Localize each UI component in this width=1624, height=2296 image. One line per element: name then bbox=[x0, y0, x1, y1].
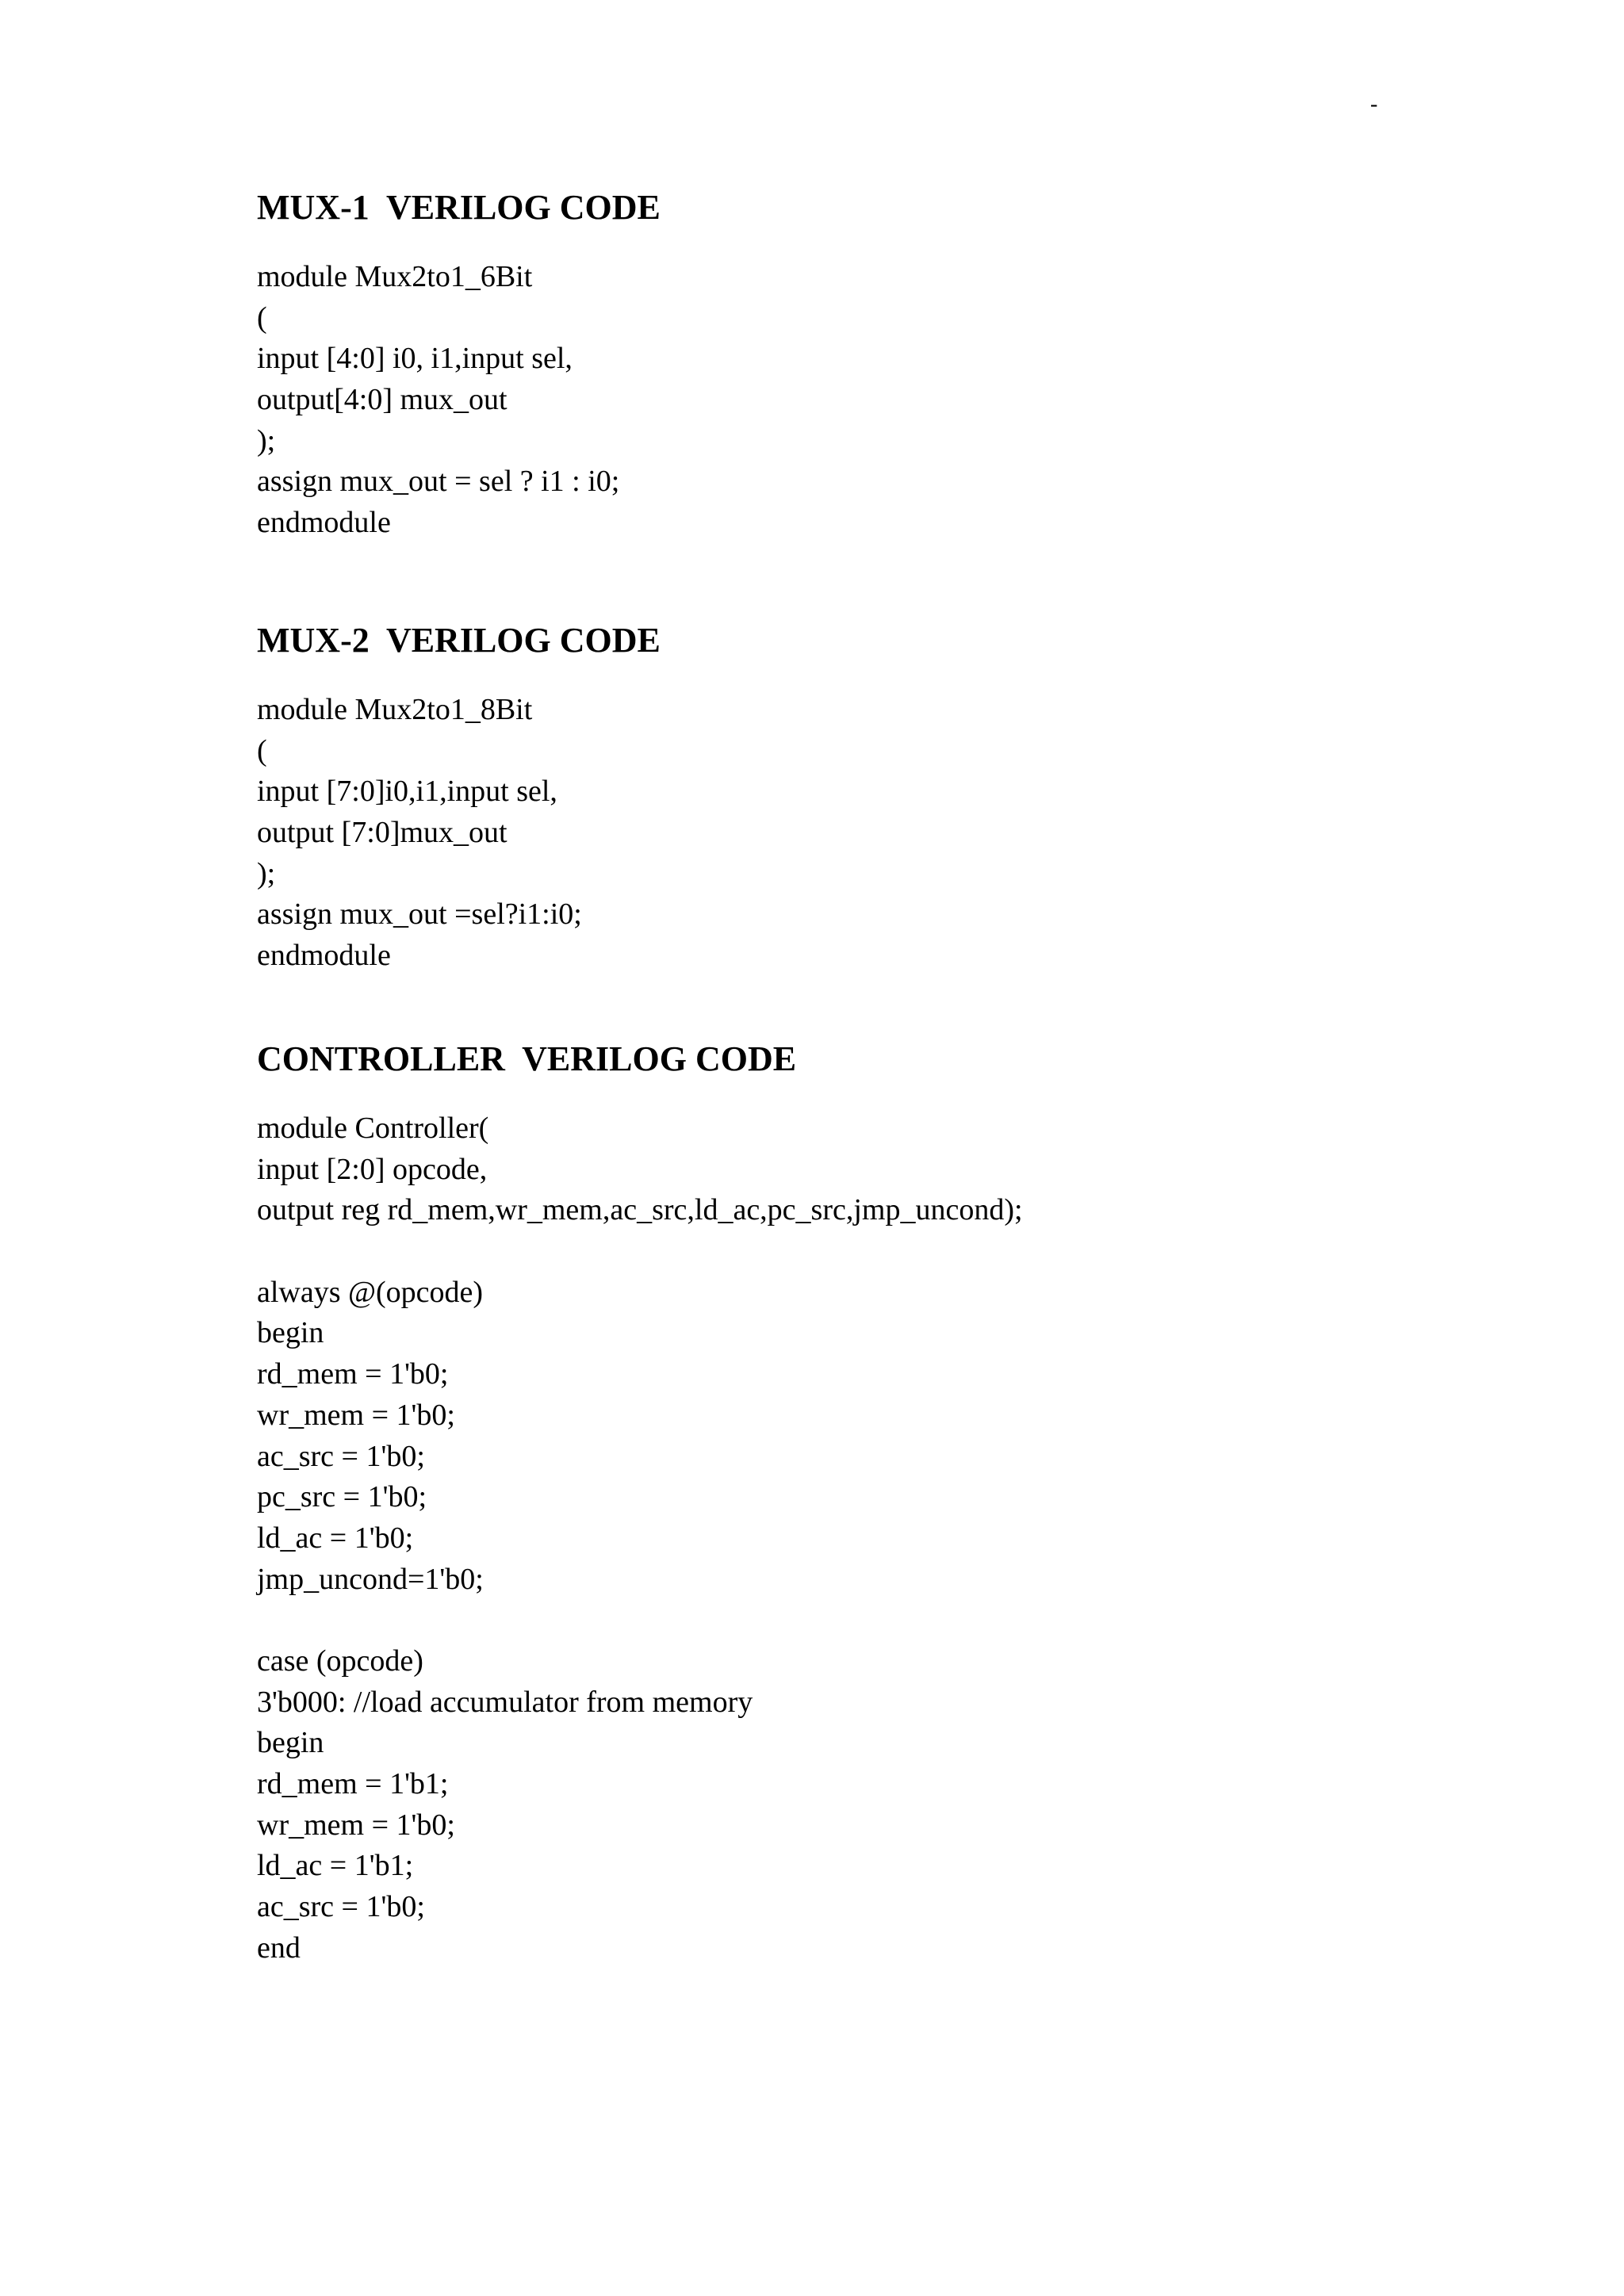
code-line: begin bbox=[257, 1726, 324, 1760]
code-line: output reg rd_mem,wr_mem,ac_src,ld_ac,pc_src,jmp_uncond); bbox=[257, 1193, 1023, 1227]
mux2-code-block bbox=[257, 690, 582, 977]
code-line: ld_ac = 1'b0; bbox=[257, 1521, 414, 1555]
code-line: input [4:0] i0, i1,input sel, bbox=[257, 342, 573, 376]
code-line: output [7:0]mux_out bbox=[257, 816, 508, 850]
code-line: pc_src = 1'b0; bbox=[257, 1480, 427, 1514]
page-corner-mark: - bbox=[1370, 92, 1378, 117]
code-line: ( bbox=[257, 300, 267, 335]
code-line: wr_mem = 1'b0; bbox=[257, 1808, 455, 1842]
code-line: rd_mem = 1'b1; bbox=[257, 1767, 449, 1800]
code-line: input [7:0]i0,i1,input sel, bbox=[257, 775, 557, 809]
controller-section-heading: CONTROLLER VERILOG CODE bbox=[257, 1039, 797, 1078]
mux1-section-heading: MUX-1 VERILOG CODE bbox=[257, 188, 661, 227]
code-line: assign mux_out =sel?i1:i0; bbox=[257, 897, 582, 932]
code-line: ac_src = 1'b0; bbox=[257, 1890, 425, 1924]
code-line: wr_mem = 1'b0; bbox=[257, 1398, 455, 1432]
code-line: end bbox=[257, 1931, 301, 1965]
code-line: ( bbox=[257, 733, 267, 767]
code-line bbox=[257, 1600, 1023, 1641]
code-line: output[4:0] mux_out bbox=[257, 383, 508, 417]
code-line: ); bbox=[257, 856, 276, 890]
code-line: ac_src = 1'b0; bbox=[257, 1439, 425, 1473]
code-line: endmodule bbox=[257, 506, 391, 540]
code-line: always @(opcode) bbox=[257, 1275, 484, 1309]
code-line: input [2:0] opcode, bbox=[257, 1152, 488, 1186]
code-line: assign mux_out = sel ? i1 : i0; bbox=[257, 465, 620, 499]
controller-code-block bbox=[257, 1108, 1023, 1969]
code-line: case (opcode) bbox=[257, 1644, 423, 1678]
code-line: ld_ac = 1'b1; bbox=[257, 1849, 414, 1883]
code-line bbox=[257, 1231, 1023, 1272]
code-line: module Mux2to1_8Bit bbox=[257, 693, 533, 726]
mux2-section-heading: MUX-2 VERILOG CODE bbox=[257, 621, 661, 660]
code-line: ); bbox=[257, 423, 276, 457]
code-line: module Controller( bbox=[257, 1112, 489, 1145]
code-line: jmp_uncond=1'b0; bbox=[257, 1562, 484, 1596]
code-line: rd_mem = 1'b0; bbox=[257, 1357, 449, 1391]
code-line: module Mux2to1_6Bit bbox=[257, 260, 533, 293]
code-line: endmodule bbox=[257, 939, 391, 973]
code-line: begin bbox=[257, 1316, 324, 1350]
code-line: 3'b000: //load accumulator from memory bbox=[257, 1685, 753, 1719]
mux1-code-block bbox=[257, 257, 619, 544]
